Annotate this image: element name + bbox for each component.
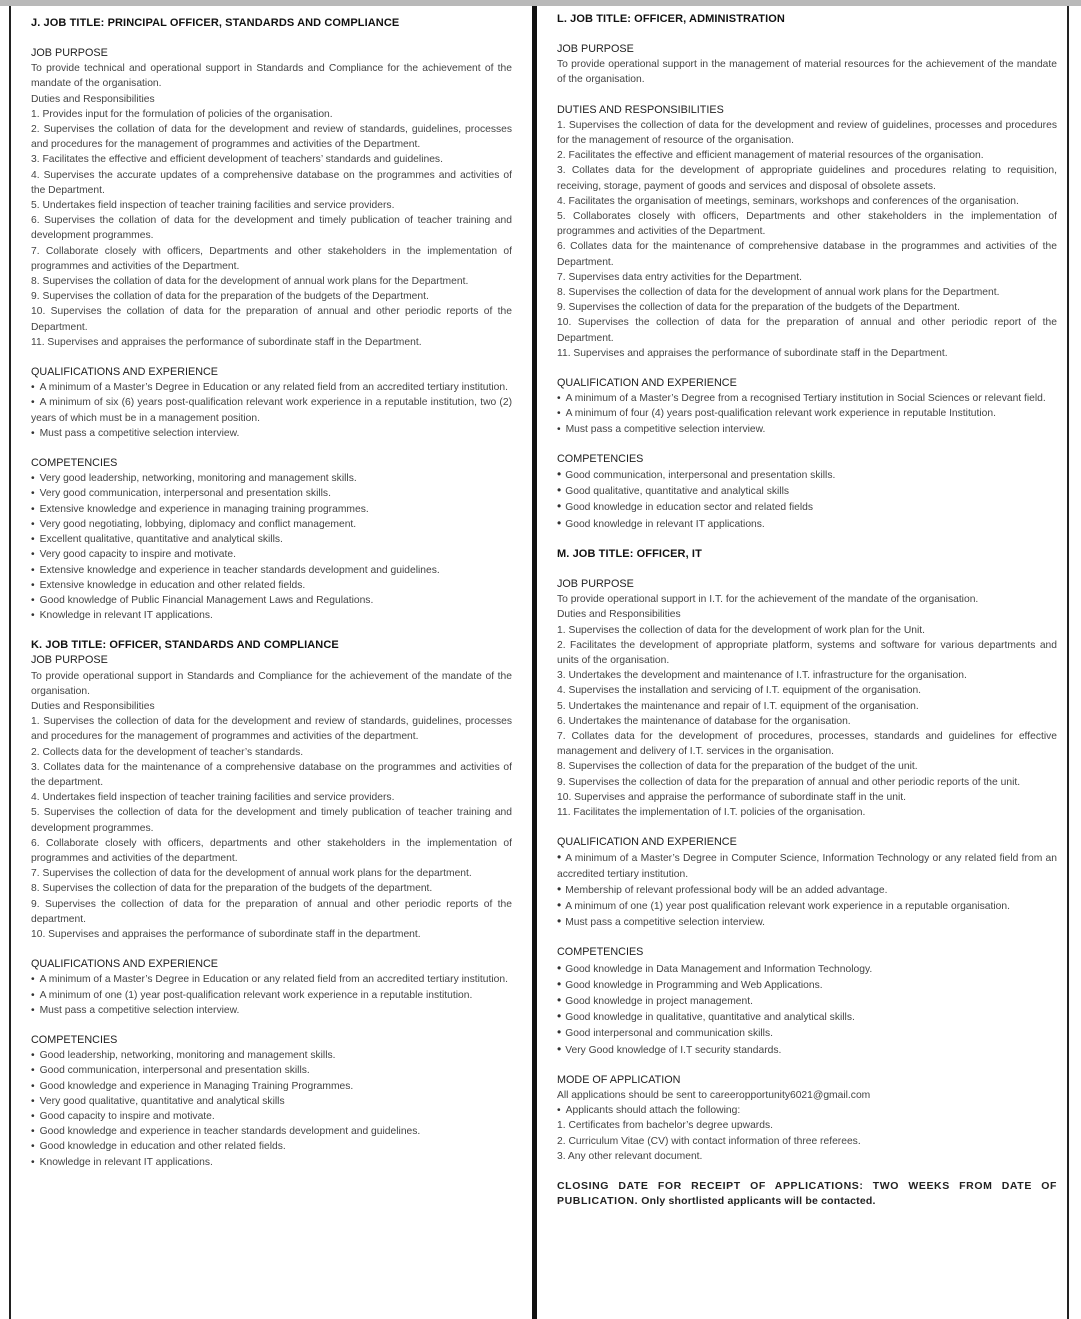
competency-item: • Very good communication, interpersonal and presentation skills. (31, 488, 331, 500)
qualification-item: • Must pass a competitive selection interview. (31, 1004, 240, 1016)
job-j-competencies-heading: COMPETENCIES (31, 457, 118, 470)
bullet-icon: • (557, 393, 561, 405)
bullet-icon: • (31, 427, 35, 439)
competency-item: • Good knowledge and experience in teacher standards development and guidelines. (31, 1126, 421, 1138)
application-heading: MODE OF APPLICATION (557, 1073, 681, 1086)
duty-item: 10. Supervises the collation of data for the preparation of annual and other periodic reports of the Department. (31, 306, 512, 333)
duty-item: 6. Collaborate closely with officers, departments and other stakeholders in the implementation of programmes and activities of the department. (31, 837, 512, 864)
duty-item: 3. Facilitates the effective and efficient development of teachers’ standards and guidelines. (31, 154, 443, 166)
bullet-icon: • (31, 534, 35, 546)
competency-item: • Good knowledge in Programming and Web Applications. (557, 976, 823, 991)
bullet-icon: • (31, 549, 35, 561)
duty-item: 3. Collates data for the development of appropriate guidelines and procedures relating to requisition, receiving, storage, payment of goods and services and disposal of obsolete assets. (557, 165, 1057, 192)
bullet-icon: • (557, 467, 562, 482)
duty-item: 4. Supervises the installation and servicing of I.T. equipment of the organisation. (557, 685, 922, 697)
job-m-duties-heading: Duties and Responsibilities (557, 609, 681, 621)
job-m-title: M. JOB TITLE: OFFICER, IT (557, 547, 702, 560)
bullet-icon: • (31, 1126, 35, 1138)
bullet-icon: • (31, 579, 35, 591)
job-j-duties-heading: Duties and Responsibilities (31, 93, 155, 105)
job-m-purpose-heading: JOB PURPOSE (557, 577, 634, 590)
duty-item: 8. Supervises the collection of data for the development of annual work plans for the Department. (557, 287, 1000, 299)
competency-item: • Good knowledge in project management. (557, 992, 753, 1007)
qualification-item: • Must pass a competitive selection interview. (557, 914, 765, 929)
competency-item: • Good knowledge in education and other related fields. (31, 1141, 286, 1153)
bullet-icon: • (31, 989, 35, 1001)
duty-item: 10. Supervises the collection of data for the preparation of annual and other periodic report of the Department. (557, 317, 1057, 344)
job-m-qualifications-heading: QUALIFICATION AND EXPERIENCE (557, 836, 737, 849)
duty-item: 6. Collates data for the maintenance of comprehensive database in the programmes and activities of the Department. (557, 241, 1057, 268)
competency-item: • Knowledge in relevant IT applications. (31, 610, 213, 622)
bullet-icon: • (557, 1105, 561, 1117)
bullet-icon: • (557, 1025, 562, 1040)
bullet-icon: • (31, 1156, 35, 1168)
competency-item: • Good interpersonal and communication skills. (557, 1025, 773, 1040)
job-j-title: J. JOB TITLE: PRINCIPAL OFFICER, STANDARDS AND COMPLIANCE (31, 17, 400, 29)
qualification-item: • A minimum of a Master’s Degree from a recognised Tertiary institution in Social Sciences or relevant field. (557, 393, 1046, 405)
job-m-qualifications-list (557, 850, 1057, 930)
competency-item: • Good knowledge in relevant IT applications. (557, 515, 765, 530)
duty-item: 9. Supervises the collection of data for the preparation of annual and other periodic reports of the unit. (557, 776, 1021, 788)
page-margin (1069, 6, 1081, 1319)
duty-item: 9. Supervises the collection of data for the preparation of the budgets of the Department. (557, 302, 960, 314)
duty-item: 8. Supervises the collection of data for the preparation of the budget of the unit. (557, 761, 918, 773)
qualification-item: • Must pass a competitive selection interview. (31, 427, 240, 439)
competency-item: • Good knowledge and experience in Managing Training Programmes. (31, 1080, 354, 1092)
bullet-icon: • (31, 382, 35, 394)
competency-item: • Good knowledge in Data Management and Information Technology. (557, 960, 873, 975)
duty-item: 2. Supervises the collation of data for the development and review of standards, guidelines, processes and procedures for the management of programmes and activities of the Department. (31, 124, 512, 151)
competency-item: • Knowledge in relevant IT applications. (31, 1156, 213, 1168)
job-l-qualifications-heading: QUALIFICATION AND EXPERIENCE (557, 377, 737, 390)
job-l-purpose-heading: JOB PURPOSE (557, 43, 634, 55)
left-column (9, 6, 535, 1319)
bullet-icon: • (557, 1009, 562, 1024)
qualification-item: • A minimum of a Master’s Degree in Computer Science, Information Technology or any related field from an accredited tertiary institution. (557, 850, 1057, 880)
duty-item: 9. Supervises the collection of data for the preparation of annual and other periodic reports of the department. (31, 898, 512, 925)
duty-item: 2. Facilitates the development of appropriate platform, systems and software for various departments and units of the organisation. (557, 639, 1057, 666)
duty-item: 4. Supervises the accurate updates of a comprehensive database on the programmes and activities of the Department. (31, 169, 512, 196)
bullet-icon: • (31, 488, 35, 500)
bullet-icon: • (557, 914, 562, 929)
attachment-item: 3. Any other relevant document. (557, 1150, 703, 1162)
job-l-section (557, 12, 1057, 532)
competency-item: • Good knowledge of Public Financial Management Laws and Regulations. (31, 594, 374, 606)
application-intro: All applications should be sent to careeropportunity6021@gmail.com (557, 1089, 871, 1101)
closing-date-notice: CLOSING DATE FOR RECEIPT OF APPLICATIONS: TWO WEEKS FROM DATE OF PUBLICATION. Only shortlisted applicants will be contacted. (557, 1180, 1057, 1208)
bullet-icon: • (31, 1050, 35, 1062)
qualification-item: • A minimum of four (4) years post-qualification relevant work experience in reputable Institution. (557, 408, 996, 420)
competency-item: • Excellent qualitative, quantitative and analytical skills. (31, 534, 283, 546)
job-j-purpose-heading: JOB PURPOSE (31, 47, 108, 59)
bullet-icon: • (557, 881, 562, 896)
competency-item: • Very good negotiating, lobbying, diplomacy and conflict management. (31, 518, 357, 530)
application-section (557, 1073, 1057, 1210)
job-j-duties-list (31, 107, 512, 350)
duty-item: 1. Provides input for the formulation of policies of the organisation. (31, 108, 333, 120)
bullet-icon: • (31, 594, 35, 606)
competency-item: • Good knowledge in qualitative, quantitative and analytical skills. (557, 1009, 855, 1024)
duty-item: 11. Facilitates the implementation of I.T. policies of the organisation. (557, 806, 866, 818)
attach-note: • Applicants should attach the following: (557, 1105, 741, 1117)
bullet-icon: • (31, 564, 35, 576)
qualification-item: • Must pass a competitive selection interview. (557, 423, 766, 435)
bullet-icon: • (31, 1065, 35, 1077)
job-k-qualifications-list (31, 972, 512, 1018)
duty-item: 1. Supervises the collection of data for the development and review of standards, guidelines, processes and procedures for the management of programmes and activities of the department. (31, 716, 512, 743)
competency-item: • Good qualitative, quantitative and analytical skills (557, 483, 790, 498)
job-k-purpose-heading: JOB PURPOSE (31, 654, 108, 667)
competency-item: • Good capacity to inspire and motivate. (31, 1111, 215, 1122)
job-k-qualifications-heading: QUALIFICATIONS AND EXPERIENCE (31, 958, 218, 971)
competency-item: • Extensive knowledge in education and other related fields. (31, 579, 306, 591)
attachment-item: 2. Curriculum Vitae (CV) with contact information of three referees. (557, 1135, 861, 1147)
qualification-item: • A minimum of one (1) year post-qualification relevant work experience in a reputable institution. (31, 989, 473, 1001)
duty-item: 5. Undertakes field inspection of teacher training facilities and service providers. (31, 200, 395, 212)
bullet-icon: • (557, 408, 561, 420)
duty-item: 8. Supervises the collation of data for the development of annual work plans for the Department. (31, 276, 469, 288)
bullet-icon: • (31, 503, 35, 515)
duty-item: 7. Collates data for the development of procedures, processes, standards and guidelines for effective management and delivery of I.T. services in the organisation. (557, 730, 1057, 758)
duty-item: 3. Collates data for the maintenance of a comprehensive database on the programmes and activities of the department. (31, 761, 512, 788)
bullet-icon: • (557, 960, 562, 975)
competency-item: • Very good capacity to inspire and motivate. (31, 549, 236, 561)
competency-item: • Extensive knowledge and experience in managing training programmes. (31, 503, 369, 515)
competency-item: • Very good qualitative, quantitative and analytical skills (31, 1095, 285, 1107)
job-l-title: L. JOB TITLE: OFFICER, ADMINISTRATION (557, 13, 785, 25)
job-j-competencies-list (31, 471, 512, 623)
duty-item: 1. Supervises the collection of data for the development of work plan for the Unit. (557, 624, 926, 636)
bullet-icon: • (31, 518, 35, 530)
competency-item: • Good communication, interpersonal and presentation skills. (31, 1065, 310, 1077)
job-j-purpose: To provide technical and operational support in Standards and Compliance for the achievement of the mandate of the organisation. (31, 63, 512, 90)
duty-item: 1. Supervises the collection of data for the development and review of guidelines, processes and procedures for the management of resource of the organisation. (557, 119, 1057, 147)
duty-item: 6. Undertakes the maintenance of database for the organisation. (557, 715, 851, 727)
duty-item: 7. Supervises the collection of data for the development of annual work plans for the department. (31, 868, 472, 880)
bullet-icon: • (31, 1004, 35, 1016)
job-l-purpose: To provide operational support in the management of material resources for the achievement of the mandate of the organisation. (557, 59, 1057, 86)
qualification-item: • Membership of relevant professional body will be an added advantage. (557, 881, 888, 896)
qualification-item: • A minimum of six (6) years post-qualification relevant work experience in a reputable institution, two (2) years of which must be in a management position. (31, 397, 512, 424)
attachment-item: 1. Certificates from bachelor’s degree upwards. (557, 1120, 773, 1132)
duty-item: 7. Collaborate closely with officers, Departments and other stakeholders in the implementation of programmes and activities of the Department. (31, 245, 512, 272)
bullet-icon: • (557, 992, 562, 1007)
job-l-qualifications-list (557, 391, 1057, 437)
job-m-purpose: To provide operational support in I.T. for the achievement of the mandate of the organisation. (557, 594, 979, 606)
bullet-icon: • (31, 1080, 35, 1092)
attachments-list (557, 1118, 1057, 1164)
qualification-item: • A minimum of a Master’s Degree in Education or any related field from an accredited tertiary institution. (31, 382, 508, 394)
job-k-section (31, 638, 512, 1170)
competency-item: • Very Good knowledge of I.T security standards. (557, 1041, 782, 1056)
bullet-icon: • (31, 1141, 35, 1153)
right-column (535, 6, 1069, 1319)
duty-item: 5. Supervises the collection of data for the development and timely publication of teacher training and development programmes. (31, 807, 512, 834)
job-j-qualifications-list (31, 380, 512, 441)
duty-item: 7. Supervises data entry activities for the Department. (557, 271, 802, 283)
duty-item: 3. Undertakes the development and maintenance of I.T. infrastructure for the organisation. (557, 670, 967, 682)
competency-item: • Very good leadership, networking, monitoring and management skills. (31, 473, 357, 485)
job-j-section (31, 16, 512, 623)
bullet-icon: • (557, 1041, 562, 1056)
job-l-duties-list (557, 118, 1057, 361)
bullet-icon: • (557, 515, 562, 530)
bullet-icon: • (557, 850, 562, 865)
qualification-item: • A minimum of a Master’s Degree in Education or any related field from an accredited tertiary institution. (31, 974, 508, 986)
bullet-icon: • (557, 897, 562, 912)
job-k-competencies-heading: COMPETENCIES (31, 1033, 118, 1046)
bullet-icon: • (31, 974, 35, 986)
duty-item: 11. Supervises and appraises the performance of subordinate staff in the Department. (557, 347, 948, 359)
duty-item: 6. Supervises the collation of data for the development and timely publication of teacher training and development programmes. (31, 215, 512, 242)
job-l-duties-heading: DUTIES AND RESPONSIBILITIES (557, 103, 724, 116)
bullet-icon: • (557, 423, 561, 435)
competency-item: • Extensive knowledge and experience in teacher standards development and guidelines. (31, 564, 440, 576)
job-m-competencies-heading: COMPETENCIES (557, 946, 644, 959)
job-m-section (557, 547, 1057, 1058)
application-note-list (557, 1103, 1057, 1118)
job-k-purpose: To provide operational support in Standards and Compliance for the achievement of the mandate of the organisation. (31, 670, 512, 697)
bullet-icon: • (31, 1095, 35, 1107)
job-l-competencies-list (557, 467, 1057, 532)
job-l-competencies-heading: COMPETENCIES (557, 452, 644, 465)
job-j-qualifications-heading: QUALIFICATIONS AND EXPERIENCE (31, 366, 218, 379)
duty-item: 8. Supervises the collection of data for the preparation of the budgets of the department. (31, 883, 433, 895)
bullet-icon: • (31, 397, 35, 409)
duty-item: 11. Supervises and appraises the performance of subordinate staff in the Department. (31, 336, 422, 348)
job-m-competencies-list (557, 961, 1057, 1058)
job-m-duties-list (557, 623, 1057, 821)
bullet-icon: • (31, 473, 35, 485)
duty-item: 2. Collects data for the development of teacher’s standards. (31, 746, 304, 758)
bullet-icon: • (557, 483, 562, 498)
bullet-icon: • (31, 610, 35, 622)
duty-item: 5. Undertakes the maintenance and repair of I.T. equipment of the organisation. (557, 700, 919, 712)
duty-item: 10. Supervises and appraise the performance of subordinate staff in the unit. (557, 791, 906, 803)
duty-item: 5. Collaborates closely with officers, Departments and other stakeholders in the implementation of programmes and activities of the Department. (557, 211, 1057, 238)
bullet-icon: • (557, 499, 562, 514)
bullet-icon: • (31, 1111, 35, 1122)
duty-item: 2. Facilitates the effective and efficient management of material resources of the organisation. (557, 150, 984, 162)
qualification-item: • A minimum of one (1) year post qualification relevant work experience in a reputable organisation. (557, 897, 1010, 912)
duty-item: 4. Facilitates the organisation of meetings, seminars, workshops and conferences of the organisation. (557, 195, 1019, 207)
job-k-competencies-list (31, 1048, 512, 1170)
duty-item: 9. Supervises the collation of data for the preparation of the budgets of the Department. (31, 291, 429, 303)
competency-item: • Good leadership, networking, monitoring and management skills. (31, 1050, 336, 1062)
duty-item: 4. Undertakes field inspection of teacher training facilities and service providers. (31, 792, 395, 804)
bullet-icon: • (557, 976, 562, 991)
job-k-duties-heading: Duties and Responsibilities (31, 700, 155, 712)
job-k-title: K. JOB TITLE: OFFICER, STANDARDS AND COMPLIANCE (31, 639, 339, 652)
competency-item: • Good knowledge in education sector and related fields (557, 499, 814, 514)
duty-item: 10. Supervises and appraises the performance of subordinate staff in the department. (31, 928, 421, 940)
job-k-duties-list (31, 714, 512, 942)
competency-item: • Good communication, interpersonal and presentation skills. (557, 467, 836, 482)
